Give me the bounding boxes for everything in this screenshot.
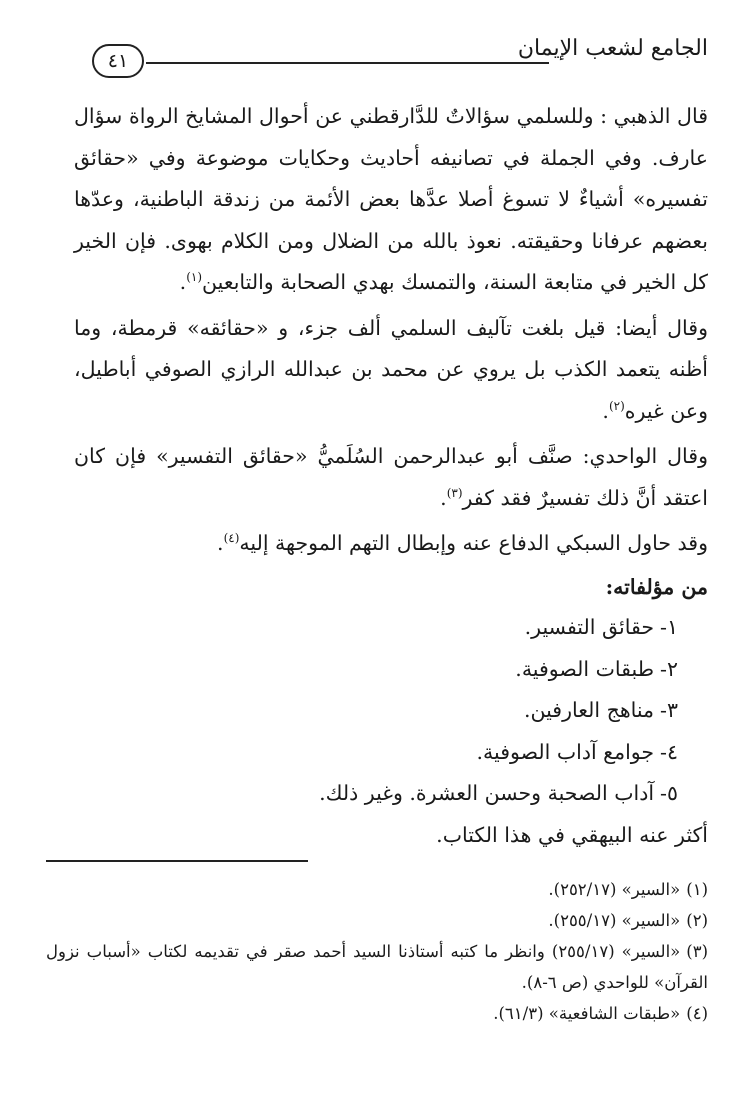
footnote: (١)«السير» (٢٥٢/١٧). [548,880,708,899]
page-number-badge [92,44,144,78]
footnote: (٢)«السير» (٢٥٥/١٧). [548,911,708,930]
list-item: ٤-جوامع آداب الصوفية. [476,739,678,764]
footnote-ref: (٢) [608,398,625,413]
main-text [74,96,708,859]
paragraph-wahidi: وقال الواحدي: صنَّف أبو عبدالرحمن السُلَميُّ «حقائق التفسير» فإن كان اعتقد أنَّ ذلك تفسيرٌ فقد كفر$^{(٣)}$. [74,444,708,510]
list-item: ٥-آداب الصحبة وحسن العشرة. وغير ذلك. [319,781,678,805]
header-rule [146,62,549,64]
footnote-separator [46,860,308,862]
footnote-ref: (٣) [446,485,463,500]
works-list [74,607,708,815]
list-item: ٣-مناهج العارفين. [523,698,678,722]
works-heading: من مؤلفاته: [605,575,708,599]
footnote: (٣)«السير» (٢٥٥/١٧) وانظر ما كتبه أستاذنا السيد أحمد صقر في تقديمه لكتاب «أسباب نزول القرآن» للواحدي (ص ٦-٨). [46,942,708,992]
footnote: (٤)«طبقات الشافعية» (٦١/٣). [493,1004,708,1023]
page-number: ٤١ [107,50,129,72]
paragraph-dhahabi: قال الذهبي : وللسلمي سؤالاتٌ للدَّارقطني عن أحوال المشايخ الرواة سؤال عارف. وفي الجملة في تصانيفه أحاديث وحكايات موضوعة وفي «حقائق تفسيره» أشياءٌ لا تسوغ أصلا عدَّها بعض الأئمة من زندقة الباطنية، وعدّها بعضهم عرفانا وحقيقته. نعوذ بالله من الضلال ومن الكلام بهوى. فإن الخير كل الخير في متابعة السنة، والتمسك بهدي الصحابة والتابعين$^{(١)}$. [74,104,708,294]
footnote-ref: (١) [186,270,203,285]
list-item: ١-حقائق التفسير. [524,615,678,639]
paragraph-also: وقال أيضا: قيل بلغت تآليف السلمي ألف جزء، و «حقائقه» قرمطة، وما أظنه يتعمد الكذب بل يروي عن محمد بن عبدالله الرازي الصوفي أباطيل، وعن غيره$^{(٢)}$. [74,315,708,423]
paragraph-subki: وقد حاول السبكي الدفاع عنه وإبطال التهم الموجهة إليه$^{(٤)}$. [217,531,708,555]
running-title: الجامع لشعب الإيمان [517,36,708,61]
list-item: ٢-طبقات الصوفية. [515,656,678,681]
closing-line: أكثر عنه البيهقي في هذا الكتاب. [436,822,708,847]
footnotes [46,874,708,1029]
footnote-ref: (٤) [223,531,240,546]
